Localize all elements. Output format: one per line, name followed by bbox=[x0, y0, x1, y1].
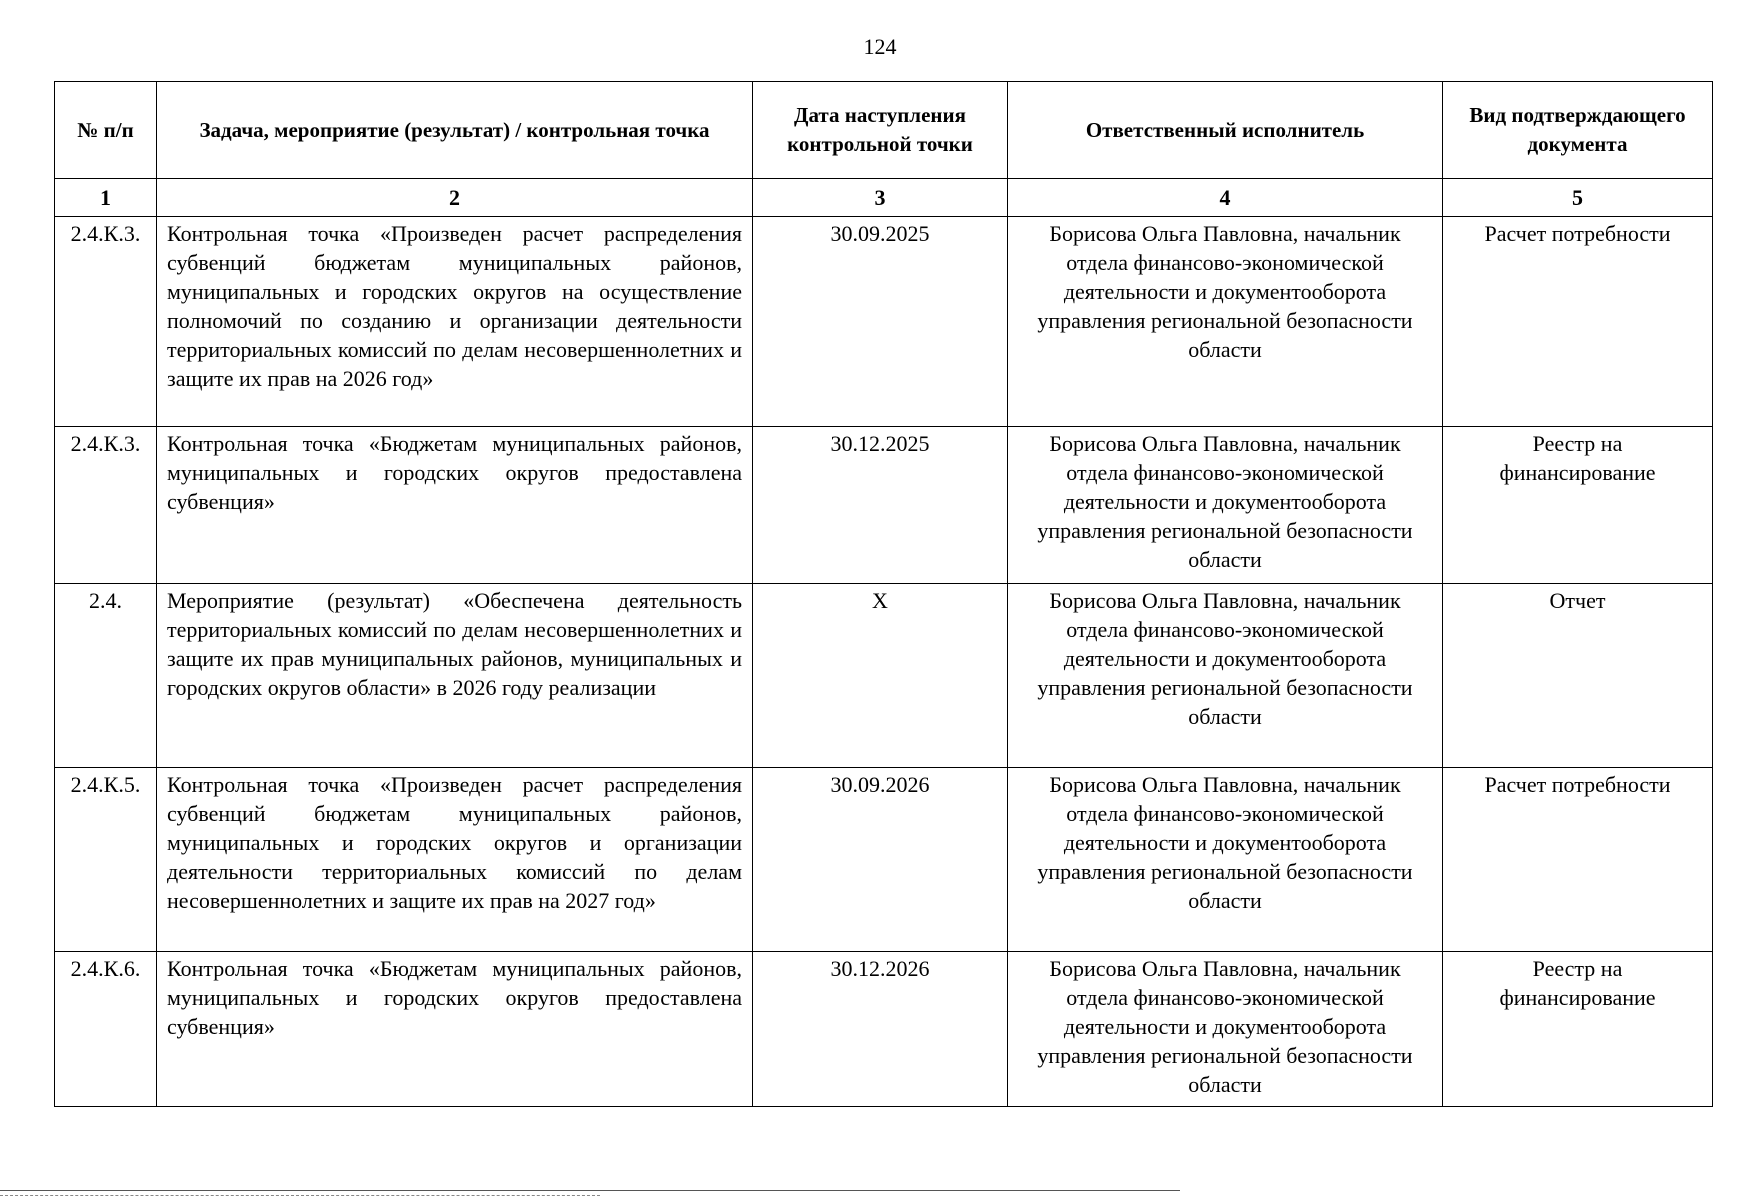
page-number: 124 bbox=[863, 34, 897, 59]
table-row bbox=[55, 217, 1713, 427]
row-document: Расчет потребности bbox=[1443, 768, 1713, 952]
table-row bbox=[55, 584, 1713, 768]
row-date: 30.12.2026 bbox=[753, 952, 1008, 1107]
row-document: Реестр на финансирование bbox=[1443, 427, 1713, 584]
row-task: Мероприятие (результат) «Обеспечена деятельность территориальных комиссий по делам несовершеннолетних и защите их прав муниципальных районов, муниципальных и городских округов области» в 2026 году реализации bbox=[157, 584, 753, 768]
row-document: Отчет bbox=[1443, 584, 1713, 768]
header-task: Задача, мероприятие (результат) / контрольная точка bbox=[157, 82, 753, 179]
header-number: № п/п bbox=[55, 82, 157, 179]
scan-edge-line bbox=[0, 1190, 1180, 1191]
column-index: 2 bbox=[157, 179, 753, 217]
row-task: Контрольная точка «Бюджетам муниципальных районов, муниципальных и городских округов предоставлена субвенция» bbox=[157, 952, 753, 1107]
row-date: 30.09.2025 bbox=[753, 217, 1008, 427]
row-number: 2.4.К.3. bbox=[55, 217, 157, 427]
column-index: 4 bbox=[1008, 179, 1443, 217]
row-date: 30.09.2026 bbox=[753, 768, 1008, 952]
row-number: 2.4.К.5. bbox=[55, 768, 157, 952]
column-index: 5 bbox=[1443, 179, 1713, 217]
header-responsible: Ответственный исполнитель bbox=[1008, 82, 1443, 179]
header-document: Вид подтверждающего документа bbox=[1443, 82, 1713, 179]
row-task: Контрольная точка «Произведен расчет распределения субвенций бюджетам муниципальных районов, муниципальных и городских округов и организации деятельности территориальных комиссий по делам несовершеннолетних и защите их прав на 2027 год» bbox=[157, 768, 753, 952]
scan-edge-line bbox=[0, 1195, 600, 1196]
column-index-row bbox=[55, 179, 1713, 217]
row-date: Х bbox=[753, 584, 1008, 768]
row-responsible: Борисова Ольга Павловна, начальник отдела финансово-экономической деятельности и документооборота управления региональной безопасности области bbox=[1008, 952, 1443, 1107]
control-points-table bbox=[54, 81, 1713, 1107]
row-number: 2.4.К.6. bbox=[55, 952, 157, 1107]
row-responsible: Борисова Ольга Павловна, начальник отдела финансово-экономической деятельности и документооборота управления региональной безопасности области bbox=[1008, 427, 1443, 584]
table-row bbox=[55, 768, 1713, 952]
table-header-row bbox=[55, 82, 1713, 179]
table-row bbox=[55, 952, 1713, 1107]
column-index: 1 bbox=[55, 179, 157, 217]
row-number: 2.4. bbox=[55, 584, 157, 768]
row-document: Реестр на финансирование bbox=[1443, 952, 1713, 1107]
row-responsible: Борисова Ольга Павловна, начальник отдела финансово-экономической деятельности и документооборота управления региональной безопасности области bbox=[1008, 217, 1443, 427]
row-responsible: Борисова Ольга Павловна, начальник отдела финансово-экономической деятельности и документооборота управления региональной безопасности области bbox=[1008, 768, 1443, 952]
row-task: Контрольная точка «Бюджетам муниципальных районов, муниципальных и городских округов предоставлена субвенция» bbox=[157, 427, 753, 584]
row-date: 30.12.2025 bbox=[753, 427, 1008, 584]
row-task: Контрольная точка «Произведен расчет распределения субвенций бюджетам муниципальных районов, муниципальных и городских округов на осуществление полномочий по созданию и организации деятельности территориальных комиссий по делам несовершеннолетних и защите их прав на 2026 год» bbox=[157, 217, 753, 427]
header-date: Дата наступления контрольной точки bbox=[753, 82, 1008, 179]
row-number: 2.4.К.3. bbox=[55, 427, 157, 584]
row-document: Расчет потребности bbox=[1443, 217, 1713, 427]
table-row bbox=[55, 427, 1713, 584]
row-responsible: Борисова Ольга Павловна, начальник отдела финансово-экономической деятельности и документооборота управления региональной безопасности области bbox=[1008, 584, 1443, 768]
column-index: 3 bbox=[753, 179, 1008, 217]
